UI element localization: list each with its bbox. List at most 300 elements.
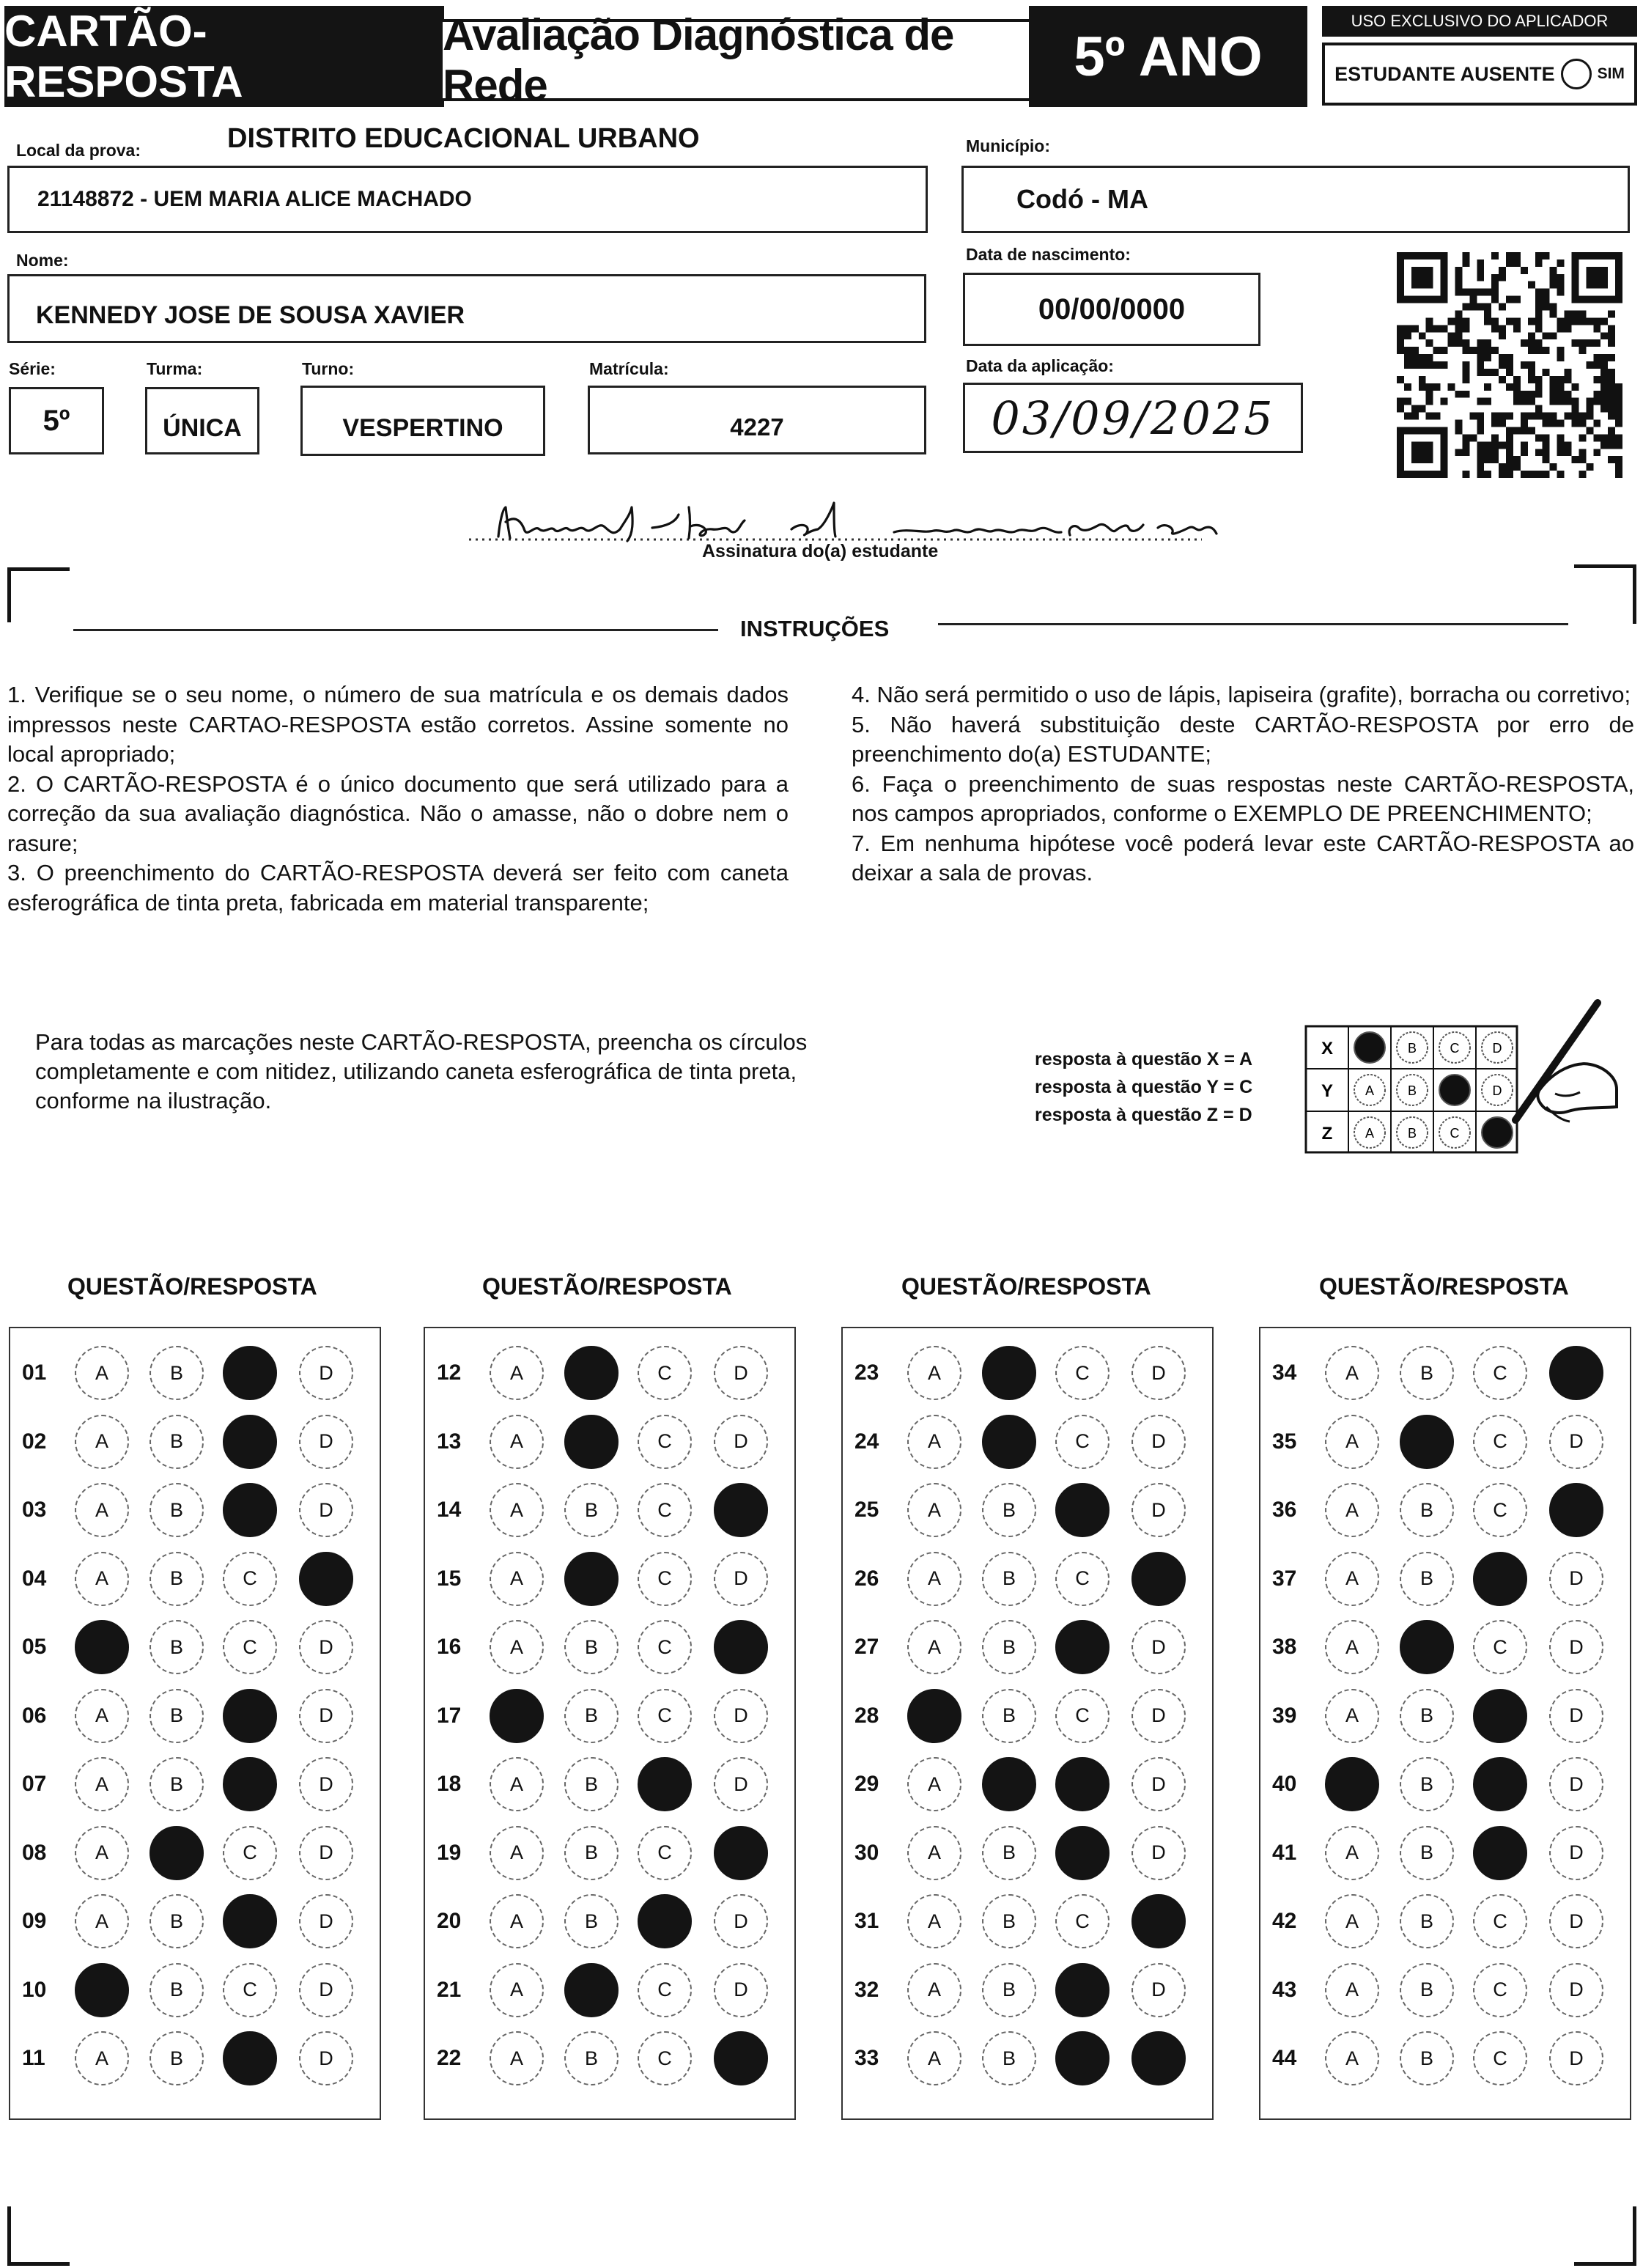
matricula-field xyxy=(588,386,926,454)
table-row xyxy=(843,1826,1212,1883)
answer-bubble-a[interactable]: A xyxy=(1325,1415,1379,1469)
answer-bubble-b[interactable] xyxy=(1400,1415,1454,1469)
answer-bubble-a[interactable] xyxy=(75,1620,129,1674)
question-number: 11 xyxy=(22,2046,45,2070)
answer-bubble-c[interactable]: C xyxy=(1473,1894,1527,1948)
answer-bubble-d[interactable]: D xyxy=(1131,1757,1186,1811)
turno-field xyxy=(300,386,545,456)
example-line: resposta à questão Y = C xyxy=(1035,1077,1253,1097)
answer-bubble-a[interactable]: A xyxy=(1325,1483,1379,1537)
table-row xyxy=(843,1894,1212,1951)
answer-bubble-a[interactable]: A xyxy=(75,1894,129,1948)
answer-bubble-d[interactable]: D xyxy=(1549,1415,1603,1469)
example-line: resposta à questão X = A xyxy=(1035,1049,1253,1069)
nascimento-field xyxy=(963,273,1260,346)
answer-bubble-c[interactable] xyxy=(1473,1552,1527,1606)
example-bubble-c xyxy=(1439,1075,1470,1105)
question-number: 14 xyxy=(437,1498,462,1522)
table-row xyxy=(843,2031,1212,2088)
question-number: 20 xyxy=(437,1909,462,1933)
question-number: 19 xyxy=(437,1840,462,1865)
example-bubble-letter: C xyxy=(1450,1041,1460,1056)
answer-bubble-b[interactable]: B xyxy=(1400,1826,1454,1880)
answer-bubble-c[interactable]: C xyxy=(223,1963,277,2017)
answer-bubble-b[interactable]: B xyxy=(564,1620,619,1674)
question-number: 04 xyxy=(22,1566,47,1591)
instructions-left xyxy=(7,680,789,918)
answer-bubble-d[interactable]: D xyxy=(1131,1483,1186,1537)
aplicacao-value: 03/09/2025 xyxy=(991,391,1275,445)
instruction-item: 2. O CARTÃO-RESPOSTA é o único documento que será utilizado para a correção da sua avaliação diagnóstica. Não o amasse, não o dobre nem o rasure; xyxy=(7,770,789,856)
answer-bubble-d[interactable]: D xyxy=(714,1552,768,1606)
signature-label: Assinatura do(a) estudante xyxy=(702,541,939,562)
table-row xyxy=(843,1346,1212,1403)
answer-bubble-b[interactable]: B xyxy=(1400,1894,1454,1948)
answer-bubble-b[interactable]: B xyxy=(564,1483,619,1537)
answer-bubble-b[interactable]: B xyxy=(564,1894,619,1948)
answer-bubble-b[interactable]: B xyxy=(149,1757,204,1811)
table-row xyxy=(425,1483,794,1540)
answer-bubble-b[interactable] xyxy=(564,1963,619,2017)
question-number: 35 xyxy=(1272,1429,1297,1454)
serie-value: 5º xyxy=(43,404,70,437)
answer-bubble-c[interactable]: C xyxy=(1055,1894,1110,1948)
answer-bubble-d[interactable]: D xyxy=(299,2031,353,2085)
grade-label-text: 5º ANO xyxy=(1074,25,1263,88)
answer-bubble-d[interactable] xyxy=(714,1826,768,1880)
instruction-item: 6. Faça o preenchimento de suas respostas neste CARTÃO-RESPOSTA, nos campos apropriados, conforme o EXEMPLO DE PREENCHIMENTO; xyxy=(852,770,1634,826)
answer-bubble-d[interactable]: D xyxy=(1131,1963,1186,2017)
answer-bubble-a[interactable]: A xyxy=(907,1894,961,1948)
table-row xyxy=(1260,1894,1630,1951)
table-row xyxy=(10,1963,380,2020)
answer-bubble-c[interactable]: C xyxy=(223,1620,277,1674)
answer-bubble-b[interactable]: B xyxy=(1400,1963,1454,2017)
answer-bubble-a[interactable]: A xyxy=(907,1552,961,1606)
card-label xyxy=(4,6,444,107)
example-bubble-letter: B xyxy=(1407,1126,1417,1141)
question-number: 08 xyxy=(22,1840,47,1865)
answer-bubble-c[interactable]: C xyxy=(1473,1963,1527,2017)
answer-bubble-a[interactable]: A xyxy=(1325,1346,1379,1400)
answer-bubble-a[interactable]: A xyxy=(907,1620,961,1674)
answer-bubble-a[interactable]: A xyxy=(907,1963,961,2017)
answer-bubble-d[interactable]: D xyxy=(299,1894,353,1948)
answer-bubble-b[interactable]: B xyxy=(564,1689,619,1743)
answer-bubble-a[interactable]: A xyxy=(75,1826,129,1880)
question-number: 30 xyxy=(854,1840,879,1865)
answer-bubble-c[interactable]: C xyxy=(1473,1415,1527,1469)
answer-bubble-d[interactable]: D xyxy=(1549,1620,1603,1674)
answer-bubble-c[interactable]: C xyxy=(1055,1415,1110,1469)
table-row xyxy=(1260,1415,1630,1472)
answer-bubble-a[interactable]: A xyxy=(490,1415,544,1469)
absent-label: ESTUDANTE AUSENTE xyxy=(1334,62,1555,85)
matricula-value: 4227 xyxy=(730,413,784,441)
answer-bubble-a[interactable]: A xyxy=(490,1346,544,1400)
municipio-value: Codó - MA xyxy=(1016,184,1148,214)
answer-bubble-d[interactable]: D xyxy=(299,1346,353,1400)
example-row-label: Y xyxy=(1321,1081,1334,1101)
turma-field xyxy=(145,387,259,454)
answer-bubble-a[interactable]: A xyxy=(1325,1826,1379,1880)
answer-bubble-a[interactable] xyxy=(907,1689,961,1743)
answer-bubble-c[interactable] xyxy=(1473,1757,1527,1811)
question-number: 12 xyxy=(437,1361,462,1385)
answer-bubble-c[interactable] xyxy=(223,1757,277,1811)
answer-bubble-b[interactable]: B xyxy=(564,1757,619,1811)
example-row-label: Z xyxy=(1321,1124,1333,1144)
table-row xyxy=(425,1620,794,1677)
answer-bubble-a[interactable]: A xyxy=(1325,1552,1379,1606)
answer-bubble-d[interactable]: D xyxy=(1549,1894,1603,1948)
answer-bubble-b[interactable]: B xyxy=(1400,2031,1454,2085)
answer-bubble-b[interactable]: B xyxy=(1400,1346,1454,1400)
question-number: 37 xyxy=(1272,1566,1297,1591)
answer-bubble-c[interactable]: C xyxy=(638,1963,692,2017)
answer-bubble-a[interactable]: A xyxy=(75,2031,129,2085)
municipio-label: Município: xyxy=(966,136,1050,155)
table-row xyxy=(425,1963,794,2020)
answer-bubble-c[interactable] xyxy=(1055,1963,1110,2017)
exam-title-text: Avaliação Diagnóstica de Rede xyxy=(443,10,954,110)
answer-bubble-b[interactable]: B xyxy=(982,1483,1036,1537)
question-number: 13 xyxy=(437,1429,462,1454)
answer-bubble-a[interactable]: A xyxy=(490,1757,544,1811)
answer-bubble-d[interactable]: D xyxy=(714,1963,768,2017)
turno-label: Turno: xyxy=(302,359,355,378)
answer-bubble-c[interactable] xyxy=(1055,1483,1110,1537)
district-name: DISTRITO EDUCACIONAL URBANO xyxy=(227,123,700,154)
question-number: 27 xyxy=(854,1635,879,1659)
answer-block xyxy=(424,1327,796,2120)
answer-bubble-b[interactable]: B xyxy=(982,1826,1036,1880)
answer-bubble-c[interactable] xyxy=(223,1483,277,1537)
example-bubble-letter: A xyxy=(1365,1126,1375,1141)
turma-label: Turma: xyxy=(147,359,203,378)
table-row xyxy=(1260,2031,1630,2088)
answer-bubble-c[interactable]: C xyxy=(1473,2031,1527,2085)
answer-bubble-d[interactable]: D xyxy=(1131,1346,1186,1400)
answer-bubble-c[interactable]: C xyxy=(1055,1689,1110,1743)
table-row xyxy=(10,1826,380,1883)
answer-bubble-b[interactable]: B xyxy=(149,1963,204,2017)
answer-bubble-b[interactable] xyxy=(982,1346,1036,1400)
answer-bubble-a[interactable]: A xyxy=(907,2031,961,2085)
table-row xyxy=(10,1483,380,1540)
answer-bubble-b[interactable]: B xyxy=(982,1689,1036,1743)
instruction-item: 4. Não será permitido o uso de lápis, lapiseira (grafite), borracha ou corretivo; xyxy=(852,682,1631,707)
answers-header: QUESTÃO/RESPOSTA xyxy=(67,1273,317,1300)
question-number: 38 xyxy=(1272,1635,1297,1659)
answer-bubble-b[interactable] xyxy=(982,1415,1036,1469)
answer-bubble-a[interactable]: A xyxy=(75,1757,129,1811)
absent-bubble[interactable] xyxy=(1561,59,1592,89)
answer-bubble-a[interactable]: A xyxy=(1325,1963,1379,2017)
answer-bubble-c[interactable] xyxy=(1473,1689,1527,1743)
answer-bubble-c[interactable]: C xyxy=(223,1552,277,1606)
answer-bubble-a[interactable]: A xyxy=(75,1346,129,1400)
answer-bubble-c[interactable]: C xyxy=(638,1346,692,1400)
answer-bubble-a[interactable]: A xyxy=(1325,1689,1379,1743)
answer-bubble-c[interactable]: C xyxy=(638,1552,692,1606)
answer-bubble-b[interactable] xyxy=(564,1346,619,1400)
answer-bubble-b[interactable]: B xyxy=(149,1483,204,1537)
table-row xyxy=(425,1757,794,1814)
answer-bubble-c[interactable] xyxy=(638,1894,692,1948)
divider xyxy=(938,623,1568,625)
table-row xyxy=(10,1552,380,1609)
absent-yes-label: SIM xyxy=(1597,65,1625,82)
table-row xyxy=(10,1689,380,1746)
serie-field xyxy=(9,387,104,454)
table-row xyxy=(10,1346,380,1403)
answer-block xyxy=(1259,1327,1631,2120)
corner-mark xyxy=(1574,2206,1636,2266)
question-number: 06 xyxy=(22,1703,47,1728)
answer-bubble-d[interactable]: D xyxy=(299,1415,353,1469)
answer-bubble-d[interactable]: D xyxy=(714,1757,768,1811)
answer-bubble-c[interactable]: C xyxy=(1473,1483,1527,1537)
instruction-item: 1. Verifique se o seu nome, o número de sua matrícula e os demais dados impressos neste CARTAO-RESPOSTA estão corretos. Assine somente no local apropriado; xyxy=(7,682,789,767)
answer-bubble-a[interactable]: A xyxy=(907,1757,961,1811)
question-number: 34 xyxy=(1272,1361,1297,1385)
answer-bubble-d[interactable] xyxy=(1549,1346,1603,1400)
question-number: 07 xyxy=(22,1772,47,1796)
answer-bubble-d[interactable] xyxy=(714,1620,768,1674)
answer-bubble-c[interactable] xyxy=(223,2031,277,2085)
answer-bubble-a[interactable] xyxy=(1325,1757,1379,1811)
answer-bubble-b[interactable]: B xyxy=(149,1620,204,1674)
answer-bubble-b[interactable]: B xyxy=(982,1963,1036,2017)
question-number: 33 xyxy=(854,2046,879,2070)
question-number: 22 xyxy=(437,2046,462,2070)
answer-bubble-b[interactable]: B xyxy=(982,1620,1036,1674)
answer-bubble-d[interactable]: D xyxy=(1549,1826,1603,1880)
answer-bubble-d[interactable]: D xyxy=(299,1689,353,1743)
question-number: 25 xyxy=(854,1498,879,1522)
answer-bubble-d[interactable]: D xyxy=(1549,1757,1603,1811)
answer-bubble-d[interactable]: D xyxy=(1131,1826,1186,1880)
answer-bubble-b[interactable]: B xyxy=(1400,1689,1454,1743)
answer-bubble-c[interactable] xyxy=(1055,1757,1110,1811)
table-row xyxy=(1260,1757,1630,1814)
answer-bubble-d[interactable]: D xyxy=(1549,2031,1603,2085)
answer-bubble-b[interactable]: B xyxy=(149,1346,204,1400)
answer-bubble-a[interactable]: A xyxy=(75,1483,129,1537)
answer-bubble-a[interactable]: A xyxy=(490,1483,544,1537)
answer-bubble-d[interactable] xyxy=(1131,2031,1186,2085)
answer-bubble-b[interactable]: B xyxy=(982,1894,1036,1948)
table-row xyxy=(10,2031,380,2088)
example-legend xyxy=(1035,1045,1252,1129)
nome-label: Nome: xyxy=(16,251,69,270)
example-line: resposta à questão Z = D xyxy=(1035,1105,1252,1125)
answer-bubble-d[interactable]: D xyxy=(299,1620,353,1674)
answer-bubble-a[interactable]: A xyxy=(75,1689,129,1743)
instructions-title: INSTRUÇÕES xyxy=(740,616,890,641)
answer-bubble-c[interactable]: C xyxy=(638,1826,692,1880)
municipio-field xyxy=(961,166,1630,233)
question-number: 36 xyxy=(1272,1498,1297,1522)
answer-bubble-a[interactable]: A xyxy=(907,1415,961,1469)
answer-bubble-b[interactable]: B xyxy=(1400,1552,1454,1606)
answer-bubble-c[interactable] xyxy=(223,1894,277,1948)
answer-bubble-b[interactable] xyxy=(149,1826,204,1880)
table-row xyxy=(425,1894,794,1951)
answer-bubble-c[interactable]: C xyxy=(1055,1346,1110,1400)
answer-bubble-c[interactable] xyxy=(223,1415,277,1469)
qr-code-icon xyxy=(1397,249,1622,481)
answer-bubble-c[interactable]: C xyxy=(638,1415,692,1469)
answer-bubble-a[interactable]: A xyxy=(907,1826,961,1880)
question-number: 16 xyxy=(437,1635,462,1659)
table-row xyxy=(1260,1552,1630,1609)
table-row xyxy=(1260,1689,1630,1746)
answer-bubble-a[interactable]: A xyxy=(1325,1620,1379,1674)
answer-bubble-d[interactable]: D xyxy=(1131,1620,1186,1674)
answer-bubble-d[interactable]: D xyxy=(1131,1415,1186,1469)
local-value: 21148872 - UEM MARIA ALICE MACHADO xyxy=(37,187,472,211)
answer-bubble-c[interactable] xyxy=(223,1346,277,1400)
answer-bubble-a[interactable]: A xyxy=(490,1894,544,1948)
answer-bubble-c[interactable]: C xyxy=(1473,1346,1527,1400)
table-row xyxy=(10,1620,380,1677)
question-number: 01 xyxy=(22,1361,47,1385)
answer-bubble-b[interactable]: B xyxy=(149,2031,204,2085)
answer-bubble-d[interactable]: D xyxy=(1549,1963,1603,2017)
answer-bubble-d[interactable]: D xyxy=(299,1757,353,1811)
answer-bubble-b[interactable]: B xyxy=(1400,1483,1454,1537)
answer-bubble-b[interactable]: B xyxy=(149,1552,204,1606)
example-bubble-a xyxy=(1354,1032,1385,1063)
example-bubble-letter: A xyxy=(1365,1083,1375,1098)
answer-bubble-a[interactable]: A xyxy=(1325,2031,1379,2085)
table-row xyxy=(425,1552,794,1609)
table-row xyxy=(1260,1963,1630,2020)
answer-bubble-c[interactable] xyxy=(638,1757,692,1811)
answer-bubble-c[interactable]: C xyxy=(1473,1620,1527,1674)
answer-bubble-c[interactable]: C xyxy=(638,1620,692,1674)
answer-bubble-b[interactable]: B xyxy=(149,1415,204,1469)
answer-bubble-c[interactable]: C xyxy=(638,2031,692,2085)
answer-bubble-d[interactable] xyxy=(1549,1483,1603,1537)
answer-bubble-b[interactable]: B xyxy=(564,1826,619,1880)
answer-bubble-c[interactable]: C xyxy=(223,1826,277,1880)
answer-bubble-b[interactable] xyxy=(564,1415,619,1469)
answer-bubble-b[interactable] xyxy=(982,1757,1036,1811)
answer-bubble-d[interactable] xyxy=(714,2031,768,2085)
table-row xyxy=(1260,1826,1630,1883)
grade-label xyxy=(1029,6,1307,107)
example-bubble-letter: D xyxy=(1492,1083,1502,1098)
answer-bubble-a[interactable]: A xyxy=(907,1483,961,1537)
table-row xyxy=(425,1826,794,1883)
table-row xyxy=(1260,1620,1630,1677)
table-row xyxy=(10,1415,380,1472)
answer-bubble-d[interactable] xyxy=(714,1483,768,1537)
turno-value: VESPERTINO xyxy=(342,413,503,442)
question-number: 03 xyxy=(22,1498,47,1522)
answer-bubble-b[interactable] xyxy=(564,1552,619,1606)
answer-bubble-a[interactable]: A xyxy=(907,1346,961,1400)
answer-bubble-b[interactable]: B xyxy=(149,1689,204,1743)
corner-mark xyxy=(7,2206,70,2266)
question-number: 23 xyxy=(854,1361,879,1385)
answer-bubble-a[interactable] xyxy=(490,1689,544,1743)
question-number: 28 xyxy=(854,1703,879,1728)
question-number: 41 xyxy=(1272,1840,1297,1865)
answer-bubble-d[interactable]: D xyxy=(714,1894,768,1948)
answer-bubble-a[interactable]: A xyxy=(1325,1894,1379,1948)
answer-bubble-d[interactable] xyxy=(1131,1894,1186,1948)
answer-bubble-d[interactable]: D xyxy=(299,1963,353,2017)
question-number: 10 xyxy=(22,1977,47,2002)
question-number: 05 xyxy=(22,1635,47,1659)
question-number: 09 xyxy=(22,1909,47,1933)
answer-bubble-c[interactable] xyxy=(1055,1620,1110,1674)
table-row xyxy=(843,1757,1212,1814)
answer-bubble-a[interactable]: A xyxy=(75,1552,129,1606)
nascimento-value: 00/00/0000 xyxy=(1038,292,1186,325)
answer-bubble-b[interactable]: B xyxy=(1400,1757,1454,1811)
question-number: 40 xyxy=(1272,1772,1297,1796)
answer-bubble-d[interactable]: D xyxy=(1549,1552,1603,1606)
answer-bubble-d[interactable] xyxy=(1131,1552,1186,1606)
answer-bubble-b[interactable]: B xyxy=(149,1894,204,1948)
answer-bubble-d[interactable]: D xyxy=(714,1689,768,1743)
answer-bubble-a[interactable]: A xyxy=(490,1963,544,2017)
question-number: 15 xyxy=(437,1566,462,1591)
example-bubble-letter: B xyxy=(1407,1041,1417,1056)
answer-bubble-c[interactable] xyxy=(223,1689,277,1743)
answer-bubble-a[interactable]: A xyxy=(490,1826,544,1880)
answer-bubble-c[interactable] xyxy=(1055,1826,1110,1880)
answer-bubble-a[interactable]: A xyxy=(490,1552,544,1606)
answer-bubble-c[interactable] xyxy=(1055,2031,1110,2085)
answer-bubble-d[interactable] xyxy=(299,1552,353,1606)
answer-bubble-c[interactable]: C xyxy=(638,1483,692,1537)
answer-bubble-b[interactable] xyxy=(1400,1620,1454,1674)
answer-bubble-d[interactable]: D xyxy=(714,1346,768,1400)
table-row xyxy=(1260,1483,1630,1540)
answer-bubble-a[interactable]: A xyxy=(75,1415,129,1469)
exam-title xyxy=(440,10,1032,110)
table-row xyxy=(843,1689,1212,1746)
answer-bubble-c[interactable]: C xyxy=(1055,1552,1110,1606)
answer-bubble-a[interactable] xyxy=(75,1963,129,2017)
example-bubble-letter: D xyxy=(1492,1041,1502,1056)
answer-block xyxy=(841,1327,1214,2120)
table-row xyxy=(425,1689,794,1746)
answer-bubble-d[interactable]: D xyxy=(714,1415,768,1469)
answer-bubble-b[interactable]: B xyxy=(982,2031,1036,2085)
answer-bubble-b[interactable]: B xyxy=(982,1552,1036,1606)
answer-bubble-c[interactable] xyxy=(1473,1826,1527,1880)
answer-bubble-d[interactable]: D xyxy=(299,1826,353,1880)
answer-bubble-a[interactable]: A xyxy=(490,2031,544,2085)
local-label: Local da prova: xyxy=(16,141,141,160)
table-row xyxy=(843,1552,1212,1609)
answer-bubble-b[interactable]: B xyxy=(564,2031,619,2085)
instructions-right xyxy=(852,680,1634,888)
answer-bubble-d[interactable]: D xyxy=(1131,1689,1186,1743)
answer-bubble-c[interactable]: C xyxy=(638,1689,692,1743)
example-row-label: X xyxy=(1321,1039,1334,1058)
answer-bubble-a[interactable]: A xyxy=(490,1620,544,1674)
answer-bubble-d[interactable]: D xyxy=(1549,1689,1603,1743)
answer-bubble-d[interactable]: D xyxy=(299,1483,353,1537)
